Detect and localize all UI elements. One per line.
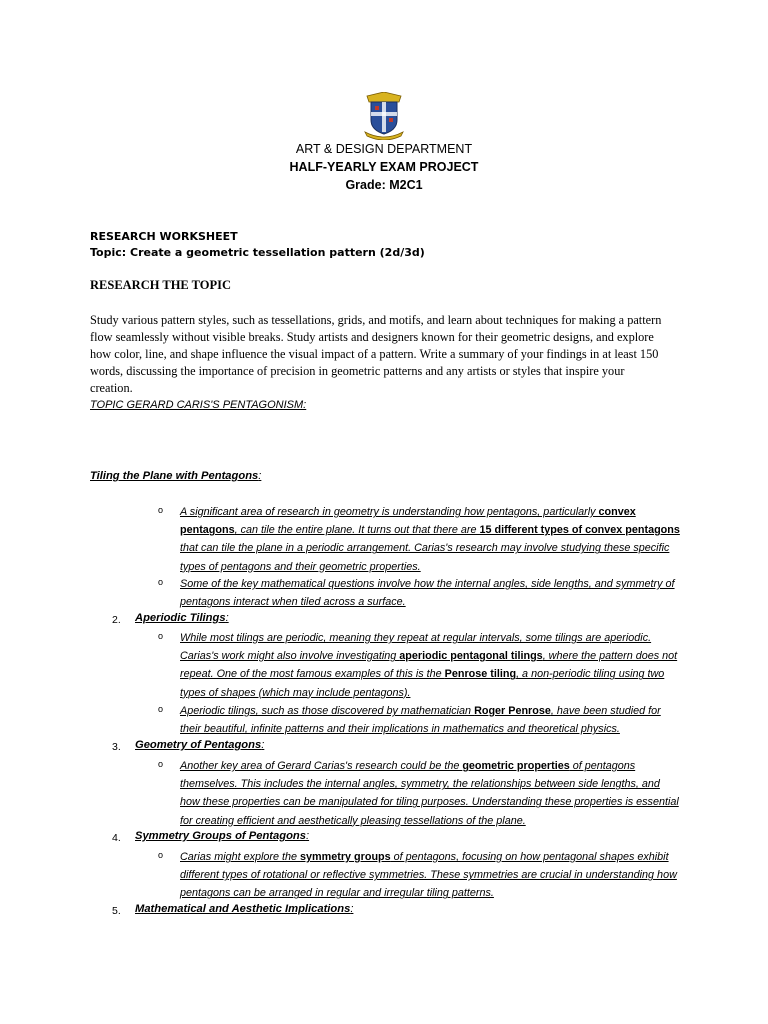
- item-text: Another key area of Gerard Carias's research could be the: [180, 760, 463, 772]
- item-bold: 15 different types of convex pentagons: [479, 524, 680, 537]
- item-text: that can tile the plane in a periodic arrangement. Carias's research may involve studying these specific types of pentagons and their geometric properties.: [180, 542, 670, 573]
- section-heading-text: Mathematical and Aesthetic Implications: [135, 903, 351, 915]
- department-title: ART & DESIGN DEPARTMENT: [295, 142, 473, 156]
- section-title: RESEARCH THE TOPIC: [90, 278, 232, 292]
- grade-label: Grade: M2C1: [345, 178, 423, 192]
- section-heading: [135, 612, 229, 624]
- section-number: 2.: [112, 614, 121, 626]
- item-bold: Roger Penrose: [474, 705, 551, 717]
- item-text: , can tile the entire plane. It turns out that there are: [234, 524, 480, 537]
- section-heading: [135, 903, 353, 915]
- bullet-icon: o: [158, 631, 164, 641]
- bullet-icon: o: [158, 759, 164, 769]
- bullet-icon: o: [158, 704, 164, 714]
- section-number: 5.: [112, 905, 121, 917]
- intro-line: flow seamlessly without visible breaks. Study artists and designers known for their geometric designs, and explore: [90, 330, 654, 344]
- section-number: 3.: [112, 741, 121, 753]
- section-heading: [135, 739, 264, 751]
- section-number: 4.: [112, 832, 121, 844]
- item-bold: Penrose tiling: [444, 668, 517, 681]
- list-item: [180, 629, 680, 702]
- section-heading-text: Tiling the Plane with Pentagons: [90, 470, 259, 482]
- item-bold: geometric properties: [462, 760, 570, 772]
- item-text: , a non-periodic tiling using two types of shapes (which may include pentagons).: [180, 668, 665, 699]
- item-text: While most tilings are periodic, meaning they repeat at regular intervals, some tilings are aperiodic. Carias's work might also involve investigating: [180, 632, 652, 663]
- intro-line: words, discussing the importance of precision in geometric patterns and any artists or styles that inspire your: [90, 364, 625, 378]
- list-item: Some of the key mathematical questions involve how the internal angles, side lengths, and symmetry of pentagons interact when tiled across a surface.: [180, 578, 675, 609]
- item-bold: aperiodic pentagonal tilings: [399, 650, 543, 663]
- item-bold: convex pentagons: [180, 506, 636, 537]
- heading-colon: :: [305, 830, 310, 842]
- item-text: of pentagons, focusing on how pentagonal shapes exhibit different types of rotational or reflective symmetries. These symmetries are crucial in understanding how pentagons can be arranged in regular and irregular tiling patterns.: [180, 851, 677, 900]
- bullet-icon: o: [158, 505, 164, 515]
- exam-title: HALF-YEARLY EXAM PROJECT: [289, 160, 479, 174]
- item-text: of pentagons themselves. This includes the internal angles, symmetry, the relationships between side lengths, and how these properties can be manipulated for tiling purposes. Understanding these properties is essential for creating efficient and aesthetically pleasing tessellations of the plane.: [180, 760, 679, 827]
- school-crest-icon: [363, 92, 405, 140]
- section-heading-text: Geometry of Pentagons: [135, 739, 262, 751]
- worksheet-label: RESEARCH WORKSHEET: [90, 230, 238, 243]
- bullet-icon: o: [158, 577, 164, 587]
- bullet-icon: o: [158, 850, 164, 860]
- section-heading: [90, 470, 261, 482]
- item-text: A significant area of research in geometry is understanding how pentagons, particularly: [180, 506, 599, 518]
- worksheet-topic: Topic: Create a geometric tessellation pattern (2d/3d): [90, 246, 425, 259]
- intro-line: Study various pattern styles, such as tessellations, grids, and motifs, and learn about techniques for making a pattern: [90, 313, 662, 327]
- item-bold: symmetry groups: [300, 851, 391, 863]
- topic-heading: TOPIC GERARD CARIS'S PENTAGONISM:: [90, 399, 307, 411]
- intro-paragraph: [90, 312, 686, 397]
- item-text: Carias might explore the: [180, 851, 301, 863]
- list-item: [180, 702, 680, 738]
- intro-line: how color, line, and shape influence the visual impact of a pattern. Write a summary of your findings in at least 150: [90, 347, 659, 361]
- item-text: Aperiodic tilings, such as those discovered by mathematician: [180, 705, 475, 717]
- section-heading: [135, 830, 309, 842]
- section-heading-text: Symmetry Groups of Pentagons: [135, 830, 306, 842]
- heading-colon: :: [258, 470, 262, 482]
- list-item: [180, 757, 680, 830]
- heading-colon: :: [261, 739, 265, 751]
- item-text: , have been studied for their beautiful, infinite patterns and their implications in mathematics and theoretical physics.: [180, 705, 661, 736]
- section-heading-text: Aperiodic Tilings: [135, 612, 226, 624]
- item-text: , where the pattern does not repeat. One of the most famous examples of this is the: [180, 650, 678, 681]
- intro-line: creation.: [90, 381, 133, 395]
- list-item: [180, 503, 680, 576]
- heading-colon: :: [225, 612, 229, 624]
- list-item: [180, 848, 680, 903]
- heading-colon: :: [350, 903, 354, 915]
